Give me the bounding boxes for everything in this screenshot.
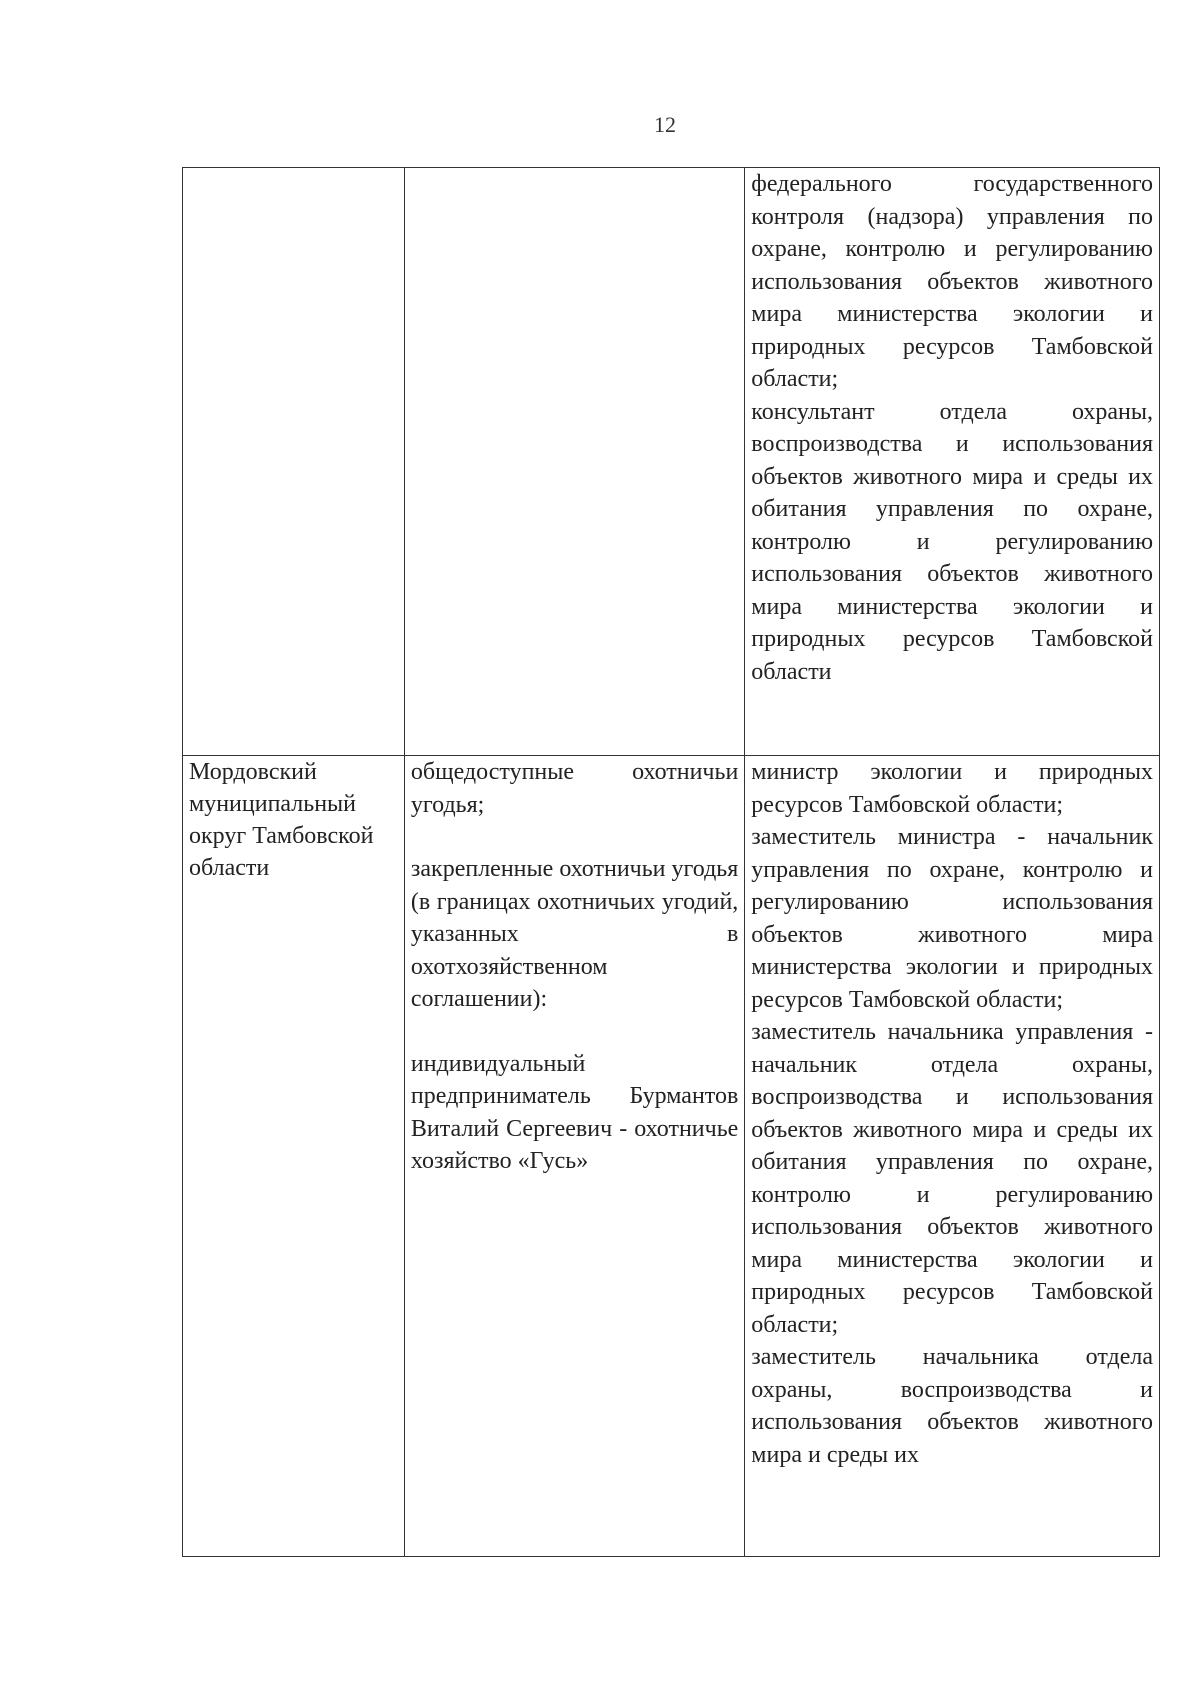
table-row [183,168,1160,756]
hunting-grounds-table [182,167,1160,1557]
authorized-persons-text: министр экологии и природных ресурсов Тамбовской области; заместитель министра - начальник управления по охране, контролю и регулированию использования объектов животного мира министерства экологии и природных ресурсов Тамбовской области; заместитель начальника управления - начальник отдела охраны, воспроизводства и использования объектов животного мира и среды их обитания управления по охране, контролю и регулированию использования объектов животного мира министерства экологии и природных ресурсов Тамбовской области; заместитель начальника отдела охраны, воспроизводства и использования объектов животного мира и среды их [751,759,1153,1468]
hunting-lands-paragraph: закрепленные охотничьи угодья (в границах охотничьих угодий, указанных в охотхозяйственном соглашении): [410,856,739,1012]
authorized-persons-cell [745,756,1160,1557]
region-text: Мордовский муниципальный округ Тамбовской области [189,759,374,881]
hunting-lands-paragraph: общедоступные охотничьи угодья; [410,759,739,818]
document-table [182,167,1160,1557]
hunting-lands-cell [404,168,744,756]
region-cell [183,756,405,1557]
page-number: 12 [654,112,676,137]
authorized-persons-text: федерального государственного контроля (надзора) управления по охране, контролю и регулированию использования объектов животного мира министерства экологии и природных ресурсов Тамбовской области; консультант отдела охраны, воспроизводства и использования объектов животного мира и среды их обитания управления по охране, контролю и регулированию использования объектов животного мира министерства экологии и природных ресурсов Тамбовской области [751,171,1153,685]
table-row [183,756,1160,1557]
hunting-lands-paragraph: индивидуальный предприниматель Бурмантов Виталий Сергеевич - охотничье хозяйство «Гусь» [410,1050,739,1174]
hunting-lands-cell [404,756,744,1557]
region-cell [183,168,405,756]
authorized-persons-cell [745,168,1160,756]
